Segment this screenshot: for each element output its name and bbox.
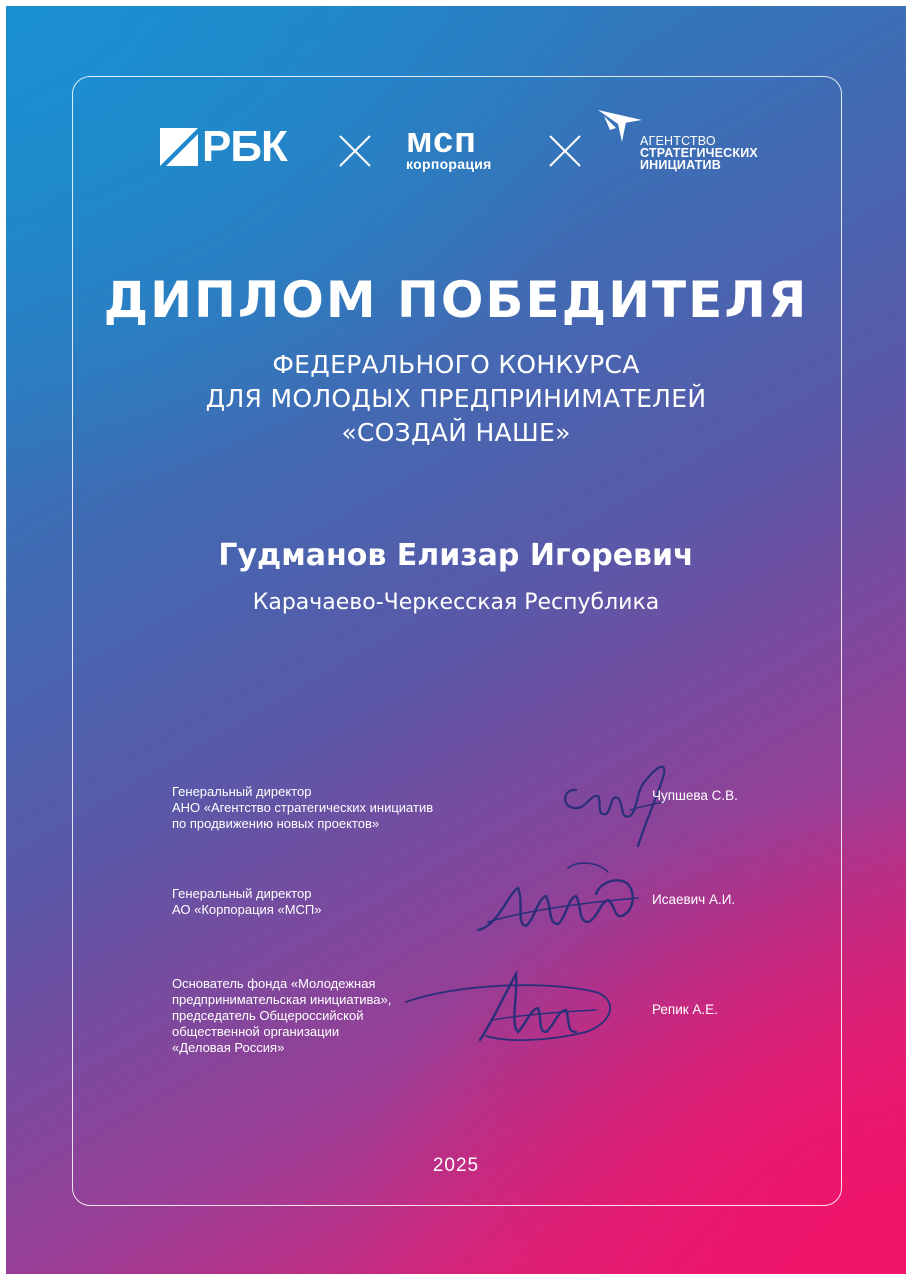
msp-logo-sub: корпорация [406, 156, 492, 172]
rbc-logo-text: РБК [202, 122, 287, 171]
position-line: председатель Общероссийской [172, 1008, 364, 1023]
signatory-name: Чупшева С.В. [652, 788, 738, 803]
signatory-position [172, 784, 492, 832]
asi-logo-line3: ИНИЦИАТИВ [640, 158, 721, 172]
diploma-year: 2025 [432, 1155, 480, 1176]
handwritten-signature [468, 854, 648, 944]
msp-logo [404, 120, 524, 180]
diploma-title: ДИПЛОМ ПОБЕДИТЕЛЯ [103, 271, 809, 329]
position-line: АНО «Агентство стратегических инициатив [172, 800, 434, 815]
position-line: общественной организации [172, 1024, 340, 1039]
cross-separator-icon [338, 134, 372, 168]
asi-arrow-icon [596, 106, 644, 146]
partner-logos [6, 106, 906, 186]
position-line: предпринимательская инициатива», [172, 992, 392, 1007]
position-line: Генеральный директор [172, 784, 312, 799]
winner-region: Карачаево-Черкесская Республика [252, 590, 660, 615]
asi-logo-line1: АГЕНТСТВО [640, 134, 716, 148]
position-line: «Деловая Россия» [172, 1040, 285, 1055]
rbc-logo [160, 124, 310, 170]
position-line: Генеральный директор [172, 886, 312, 901]
subtitle-line: ДЛЯ МОЛОДЫХ ПРЕДПРИНИМАТЕЛЕЙ [205, 384, 707, 413]
winner-name: Гудманов Елизар Игоревич [218, 538, 694, 573]
signatory-name: Репик А.Е. [652, 1002, 718, 1017]
position-line: Основатель фонда «Молодежная [172, 976, 376, 991]
signatory-name: Исаевич А.И. [652, 892, 736, 907]
position-line: по продвижению новых проектов» [172, 816, 380, 831]
msp-logo-main: мсп [406, 119, 477, 160]
asi-logo [596, 106, 796, 186]
asi-logo-line2: СТРАТЕГИЧЕСКИХ [640, 146, 758, 160]
position-line: АО «Корпорация «МСП» [172, 902, 322, 917]
handwritten-signature [396, 962, 626, 1052]
diploma-sheet [6, 6, 906, 1274]
rbc-mark-icon [160, 128, 198, 166]
subtitle-line: «СОЗДАЙ НАШЕ» [341, 418, 571, 447]
cross-separator-icon [548, 134, 582, 168]
signatory-position [172, 886, 492, 918]
subtitle-line: ФЕДЕРАЛЬНОГО КОНКУРСА [272, 350, 640, 379]
